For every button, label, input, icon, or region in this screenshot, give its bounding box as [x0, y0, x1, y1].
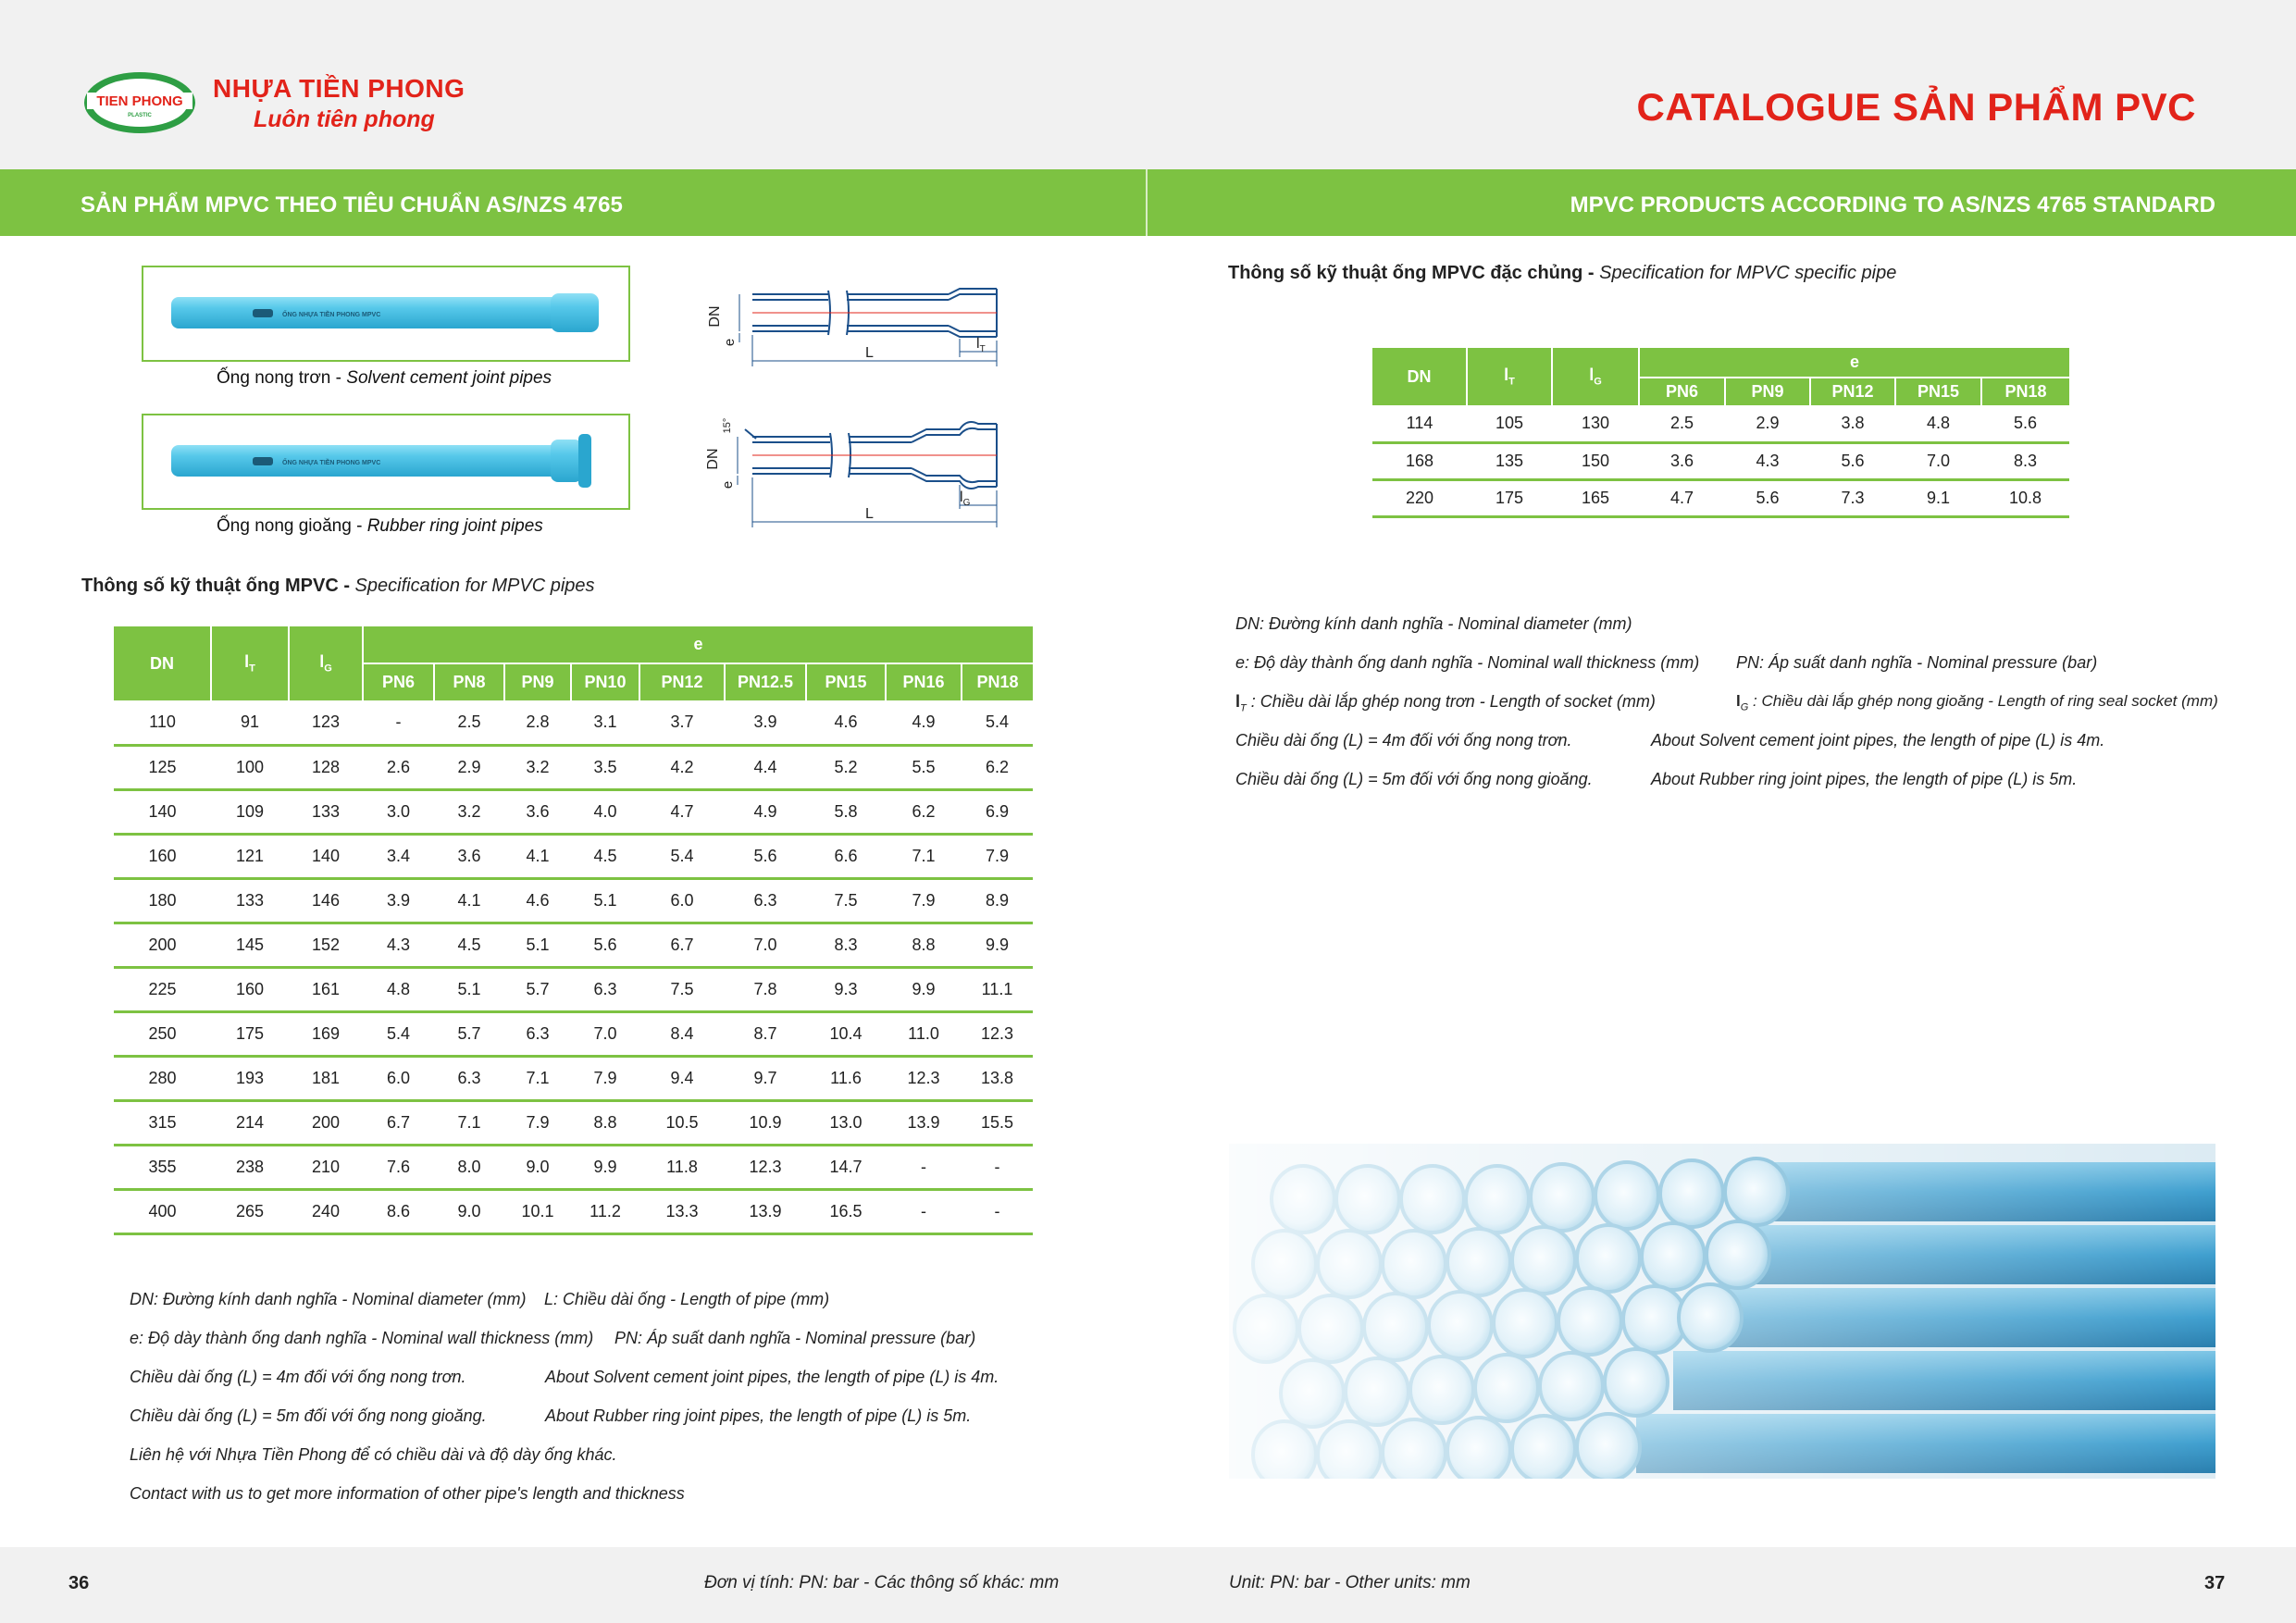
table-cell: 5.7	[434, 1011, 504, 1056]
table-cell: 8.4	[639, 1011, 725, 1056]
header-pn9: PN9	[1725, 378, 1810, 405]
table-cell: 7.5	[639, 967, 725, 1011]
table-cell: 6.3	[725, 878, 806, 923]
header-pn12-5: PN12.5	[725, 663, 806, 700]
table-cell: 109	[211, 789, 289, 834]
table-cell: 9.3	[806, 967, 886, 1011]
table-cell: 121	[211, 834, 289, 878]
table-cell: 2.5	[434, 700, 504, 745]
dn-label: DN	[705, 448, 721, 470]
table-cell: 10.8	[1981, 479, 2069, 516]
rubber-pipe-image-frame	[142, 414, 630, 510]
e-label: e	[722, 338, 738, 347]
table-cell: 110	[114, 700, 211, 745]
note-len4-en: About Solvent cement joint pipes, the length of pipe (L) is 4m.	[1651, 731, 2105, 750]
note-lt: $l_T$ : Chiều dài lắp ghép nong trơn - Length of socket (mm)	[1235, 692, 1656, 714]
table-cell: -	[363, 700, 434, 745]
table-cell: 8.3	[1981, 442, 2069, 479]
footer-band	[0, 1547, 2296, 1623]
table-cell: 4.7	[639, 789, 725, 834]
table-cell: -	[962, 1145, 1033, 1189]
note-len4-vi: Chiều dài ống (L) = 4m đối với ống nong trơn.	[1235, 731, 1572, 750]
table-cell: 7.0	[571, 1011, 639, 1056]
table-cell: 193	[211, 1056, 289, 1100]
table-row	[114, 789, 1033, 834]
table-cell: 15.5	[962, 1100, 1033, 1145]
table-cell: 3.0	[363, 789, 434, 834]
section-title-right: MPVC PRODUCTS ACCORDING TO AS/NZS 4765 STANDARD	[1570, 192, 2215, 217]
logo-text: TIEN PHONG	[96, 93, 183, 109]
table-cell: 400	[114, 1189, 211, 1233]
table-cell: 91	[211, 700, 289, 745]
table-cell: 14.7	[806, 1145, 886, 1189]
note-len4-vi: Chiều dài ống (L) = 4m đối với ống nong trơn.	[130, 1368, 466, 1386]
table-cell: 4.9	[886, 700, 962, 745]
rubber-joint-diagram	[689, 409, 1013, 534]
table-cell: 6.3	[571, 967, 639, 1011]
table-cell: 5.6	[1725, 479, 1810, 516]
table-cell: 150	[1552, 442, 1639, 479]
pipe-print-label: ỐNG NHỰA TIỀN PHONG MPVC	[282, 460, 381, 466]
table-cell: 5.4	[363, 1011, 434, 1056]
table-cell: 9.9	[886, 967, 962, 1011]
table-cell: 200	[114, 923, 211, 967]
table-cell: 175	[211, 1011, 289, 1056]
table-cell: 7.9	[504, 1100, 571, 1145]
note-dn: DN: Đường kính danh nghĩa - Nominal diameter (mm)	[130, 1290, 527, 1308]
header-pn12: PN12	[1810, 378, 1895, 405]
table-row	[114, 745, 1033, 789]
rubber-pipe-illustration	[143, 415, 628, 508]
table-cell: 152	[289, 923, 363, 967]
table-cell: 6.9	[962, 789, 1033, 834]
header-dn: DN	[1372, 348, 1467, 405]
table-row	[114, 1056, 1033, 1100]
table-cell: 8.6	[363, 1189, 434, 1233]
table-cell: 6.2	[962, 745, 1033, 789]
table-cell: 12.3	[725, 1145, 806, 1189]
company-logo	[83, 70, 196, 135]
table-row	[114, 923, 1033, 967]
table-cell: 5.4	[962, 700, 1033, 745]
table-cell: 145	[211, 923, 289, 967]
table-cell: 9.9	[571, 1145, 639, 1189]
table-cell: 4.4	[725, 745, 806, 789]
table-cell: 3.2	[504, 745, 571, 789]
header-pn9: PN9	[504, 663, 571, 700]
table-cell: 5.5	[886, 745, 962, 789]
footer-unit-en: Unit: PN: bar - Other units: mm	[1229, 1573, 1471, 1592]
header-pn12: PN12	[639, 663, 725, 700]
table-cell: 5.4	[639, 834, 725, 878]
note-contact-vi: Liên hệ với Nhựa Tiền Phong để có chiều dài và độ dày ống khác.	[130, 1445, 617, 1464]
left-table-title: Thông số kỹ thuật ống MPVC - Specification for MPVC pipes	[81, 576, 595, 596]
rubber-pipe-caption: Ống nong gioăng - Rubber ring joint pipes	[217, 516, 543, 536]
table-row	[114, 1011, 1033, 1056]
table-cell: 8.8	[571, 1100, 639, 1145]
table-cell: 214	[211, 1100, 289, 1145]
table-cell: 2.6	[363, 745, 434, 789]
table-cell: 8.0	[434, 1145, 504, 1189]
table-cell: 7.6	[363, 1145, 434, 1189]
table-cell: 7.8	[725, 967, 806, 1011]
table-cell: 4.6	[806, 700, 886, 745]
mpvc-specific-spec-table	[1372, 348, 2069, 518]
table-cell: 10.9	[725, 1100, 806, 1145]
table-cell: 7.9	[886, 878, 962, 923]
table-row	[114, 834, 1033, 878]
table-cell: 2.9	[434, 745, 504, 789]
header-pn18: PN18	[962, 663, 1033, 700]
header-pn6: PN6	[363, 663, 434, 700]
table-cell: 9.1	[1895, 479, 1981, 516]
table-cell: 140	[289, 834, 363, 878]
table-cell: 8.3	[806, 923, 886, 967]
lt-label: $l_T$	[976, 336, 986, 354]
page-number-left: 36	[68, 1573, 90, 1593]
table-cell: -	[886, 1189, 962, 1233]
table-row	[114, 1100, 1033, 1145]
table-cell: 11.8	[639, 1145, 725, 1189]
header-e: e	[363, 626, 1033, 663]
table-cell: 9.0	[434, 1189, 504, 1233]
length-label: L	[865, 506, 874, 522]
table-cell: 280	[114, 1056, 211, 1100]
header-pn18: PN18	[1981, 378, 2069, 405]
header-pn8: PN8	[434, 663, 504, 700]
table-cell: 3.1	[571, 700, 639, 745]
table-cell: 9.7	[725, 1056, 806, 1100]
solvent-joint-diagram	[699, 278, 1013, 375]
table-cell: 5.8	[806, 789, 886, 834]
table-cell: 220	[1372, 479, 1467, 516]
table-cell: 3.2	[434, 789, 504, 834]
note-length: L: Chiều dài ống - Length of pipe (mm)	[544, 1290, 830, 1308]
table-cell: 3.7	[639, 700, 725, 745]
table-cell: 13.8	[962, 1056, 1033, 1100]
table-cell: 8.8	[886, 923, 962, 967]
table-cell: 7.5	[806, 878, 886, 923]
table-row	[1372, 405, 2069, 442]
table-cell: 169	[289, 1011, 363, 1056]
note-dn: DN: Đường kính danh nghĩa - Nominal diameter (mm)	[1235, 614, 1632, 633]
table-cell: 16.5	[806, 1189, 886, 1233]
table-cell: 4.3	[1725, 442, 1810, 479]
table-cell: 133	[289, 789, 363, 834]
table-cell: 265	[211, 1189, 289, 1233]
solvent-pipe-caption: Ống nong trơn - Solvent cement joint pipes	[217, 368, 552, 388]
mpvc-spec-table	[114, 626, 1033, 1235]
table-cell: 11.1	[962, 967, 1033, 1011]
table-cell: 315	[114, 1100, 211, 1145]
table-cell: 6.0	[363, 1056, 434, 1100]
table-cell: 2.8	[504, 700, 571, 745]
table-cell: -	[962, 1189, 1033, 1233]
table-cell: 7.0	[1895, 442, 1981, 479]
table-cell: 13.3	[639, 1189, 725, 1233]
table-cell: 140	[114, 789, 211, 834]
table-cell: 11.6	[806, 1056, 886, 1100]
table-cell: 6.3	[504, 1011, 571, 1056]
note-pn: PN: Áp suất danh nghĩa - Nominal pressure (bar)	[1736, 653, 2098, 672]
header-lg: $l_G$	[289, 626, 363, 700]
table-cell: 146	[289, 878, 363, 923]
note-len5-en: About Rubber ring joint pipes, the length of pipe (L) is 5m.	[1651, 770, 2078, 788]
table-cell: 3.9	[725, 700, 806, 745]
table-cell: 6.7	[639, 923, 725, 967]
note-len5-vi: Chiều dài ống (L) = 5m đối với ống nong gioăng.	[1235, 770, 1593, 788]
header-pn15: PN15	[1895, 378, 1981, 405]
table-row	[114, 967, 1033, 1011]
table-cell: 5.1	[434, 967, 504, 1011]
table-cell: 161	[289, 967, 363, 1011]
table-cell: 180	[114, 878, 211, 923]
table-cell: 225	[114, 967, 211, 1011]
pipe-print-label: ỐNG NHỰA TIỀN PHONG MPVC	[282, 312, 381, 318]
table-cell: 181	[289, 1056, 363, 1100]
table-cell: 11.0	[886, 1011, 962, 1056]
table-cell: 5.6	[725, 834, 806, 878]
table-cell: 5.6	[571, 923, 639, 967]
table-cell: 5.2	[806, 745, 886, 789]
header-lg: $l_G$	[1552, 348, 1639, 405]
note-e: e: Độ dày thành ống danh nghĩa - Nominal wall thickness (mm)	[1235, 653, 1700, 672]
table-cell: 3.8	[1810, 405, 1895, 442]
table-cell: 7.1	[886, 834, 962, 878]
table-cell: 355	[114, 1145, 211, 1189]
table-cell: 7.3	[1810, 479, 1895, 516]
page-divider	[1146, 169, 1148, 236]
table-row	[1372, 479, 2069, 516]
footer-unit-vi: Đơn vị tính: PN: bar - Các thông số khác: mm	[704, 1573, 1060, 1592]
table-cell: 6.7	[363, 1100, 434, 1145]
table-row	[114, 1145, 1033, 1189]
table-row	[1372, 442, 2069, 479]
table-cell: 7.0	[725, 923, 806, 967]
table-cell: 8.9	[962, 878, 1033, 923]
table-cell: 4.8	[363, 967, 434, 1011]
note-lg: $l_G$ : Chiều dài lắp ghép nong gioăng - Length of ring seal socket (mm)	[1736, 692, 2218, 713]
header-pn15: PN15	[806, 663, 886, 700]
table-cell: 13.9	[725, 1189, 806, 1233]
table-cell: 13.9	[886, 1100, 962, 1145]
header-lt: $l_T$	[211, 626, 289, 700]
table-cell: 4.5	[434, 923, 504, 967]
table-cell: 2.9	[1725, 405, 1810, 442]
table-cell: 250	[114, 1011, 211, 1056]
table-cell: 160	[114, 834, 211, 878]
table-cell: 123	[289, 700, 363, 745]
table-cell: 13.0	[806, 1100, 886, 1145]
note-len5-vi: Chiều dài ống (L) = 5m đối với ống nong gioăng.	[130, 1406, 487, 1425]
solvent-pipe-image-frame	[142, 266, 630, 362]
solvent-pipe-illustration	[143, 267, 628, 360]
lg-label: $l_G$	[960, 489, 971, 508]
table-cell: 5.7	[504, 967, 571, 1011]
table-cell: -	[886, 1145, 962, 1189]
table-cell: 6.3	[434, 1056, 504, 1100]
table-cell: 8.7	[725, 1011, 806, 1056]
header-lt: $l_T$	[1467, 348, 1552, 405]
e-label: e	[720, 480, 736, 489]
table-cell: 9.0	[504, 1145, 571, 1189]
logo-subtext: PLASTIC	[128, 113, 152, 118]
table-cell: 11.2	[571, 1189, 639, 1233]
table-cell: 6.2	[886, 789, 962, 834]
table-cell: 7.9	[571, 1056, 639, 1100]
table-cell: 9.9	[962, 923, 1033, 967]
table-cell: 4.7	[1639, 479, 1725, 516]
table-cell: 175	[1467, 479, 1552, 516]
table-cell: 105	[1467, 405, 1552, 442]
table-cell: 2.5	[1639, 405, 1725, 442]
table-cell: 10.1	[504, 1189, 571, 1233]
table-row	[114, 878, 1033, 923]
table-cell: 135	[1467, 442, 1552, 479]
table-cell: 7.9	[962, 834, 1033, 878]
table-cell: 4.1	[434, 878, 504, 923]
section-title-left: SẢN PHẨM MPVC THEO TIÊU CHUẨN AS/NZS 4765	[81, 192, 623, 217]
angle-label: 15°	[722, 417, 733, 434]
table-cell: 128	[289, 745, 363, 789]
table-cell: 3.5	[571, 745, 639, 789]
table-cell: 4.2	[639, 745, 725, 789]
table-cell: 5.1	[571, 878, 639, 923]
table-cell: 114	[1372, 405, 1467, 442]
table-cell: 125	[114, 745, 211, 789]
length-label: L	[865, 345, 874, 361]
table-cell: 10.4	[806, 1011, 886, 1056]
table-cell: 12.3	[962, 1011, 1033, 1056]
header-pn6: PN6	[1639, 378, 1725, 405]
table-cell: 240	[289, 1189, 363, 1233]
table-cell: 6.0	[639, 878, 725, 923]
table-cell: 4.1	[504, 834, 571, 878]
table-cell: 5.6	[1981, 405, 2069, 442]
note-len5-en: About Rubber ring joint pipes, the length of pipe (L) is 5m.	[545, 1406, 972, 1425]
table-row	[114, 700, 1033, 745]
header-e: e	[1639, 348, 2069, 378]
catalogue-title: CATALOGUE SẢN PHẨM PVC	[1636, 85, 2196, 129]
brand-name: NHỰA TIỀN PHONG	[213, 74, 465, 103]
table-cell: 7.1	[504, 1056, 571, 1100]
header-pn10: PN10	[571, 663, 639, 700]
pipe-stack-photo	[1229, 1144, 2215, 1479]
table-cell: 3.6	[504, 789, 571, 834]
table-cell: 9.4	[639, 1056, 725, 1100]
table-cell: 165	[1552, 479, 1639, 516]
table-cell: 12.3	[886, 1056, 962, 1100]
table-cell: 100	[211, 745, 289, 789]
dn-label: DN	[707, 305, 723, 328]
table-cell: 4.5	[571, 834, 639, 878]
table-cell: 200	[289, 1100, 363, 1145]
note-contact-en: Contact with us to get more information of other pipe's length and thickness	[130, 1484, 685, 1503]
table-cell: 160	[211, 967, 289, 1011]
page-number-right: 37	[2204, 1573, 2226, 1593]
table-cell: 168	[1372, 442, 1467, 479]
table-cell: 4.3	[363, 923, 434, 967]
header-dn: DN	[114, 626, 211, 700]
note-len4-en: About Solvent cement joint pipes, the length of pipe (L) is 4m.	[545, 1368, 999, 1386]
table-cell: 5.1	[504, 923, 571, 967]
table-cell: 3.4	[363, 834, 434, 878]
table-cell: 133	[211, 878, 289, 923]
table-cell: 3.9	[363, 878, 434, 923]
table-cell: 4.9	[725, 789, 806, 834]
table-cell: 238	[211, 1145, 289, 1189]
header-pn16: PN16	[886, 663, 962, 700]
table-cell: 3.6	[1639, 442, 1725, 479]
table-cell: 6.6	[806, 834, 886, 878]
table-cell: 7.1	[434, 1100, 504, 1145]
brand-slogan: Luôn tiên phong	[254, 106, 435, 132]
table-cell: 4.6	[504, 878, 571, 923]
note-e: e: Độ dày thành ống danh nghĩa - Nominal wall thickness (mm)	[130, 1329, 594, 1347]
table-cell: 130	[1552, 405, 1639, 442]
table-cell: 4.0	[571, 789, 639, 834]
right-table-title: Thông số kỹ thuật ống MPVC đặc chủng - Specification for MPVC specific pipe	[1228, 263, 1897, 283]
table-cell: 210	[289, 1145, 363, 1189]
table-cell: 5.6	[1810, 442, 1895, 479]
table-row	[114, 1189, 1033, 1233]
note-pn: PN: Áp suất danh nghĩa - Nominal pressure (bar)	[614, 1329, 976, 1347]
table-cell: 3.6	[434, 834, 504, 878]
table-cell: 10.5	[639, 1100, 725, 1145]
table-cell: 4.8	[1895, 405, 1981, 442]
